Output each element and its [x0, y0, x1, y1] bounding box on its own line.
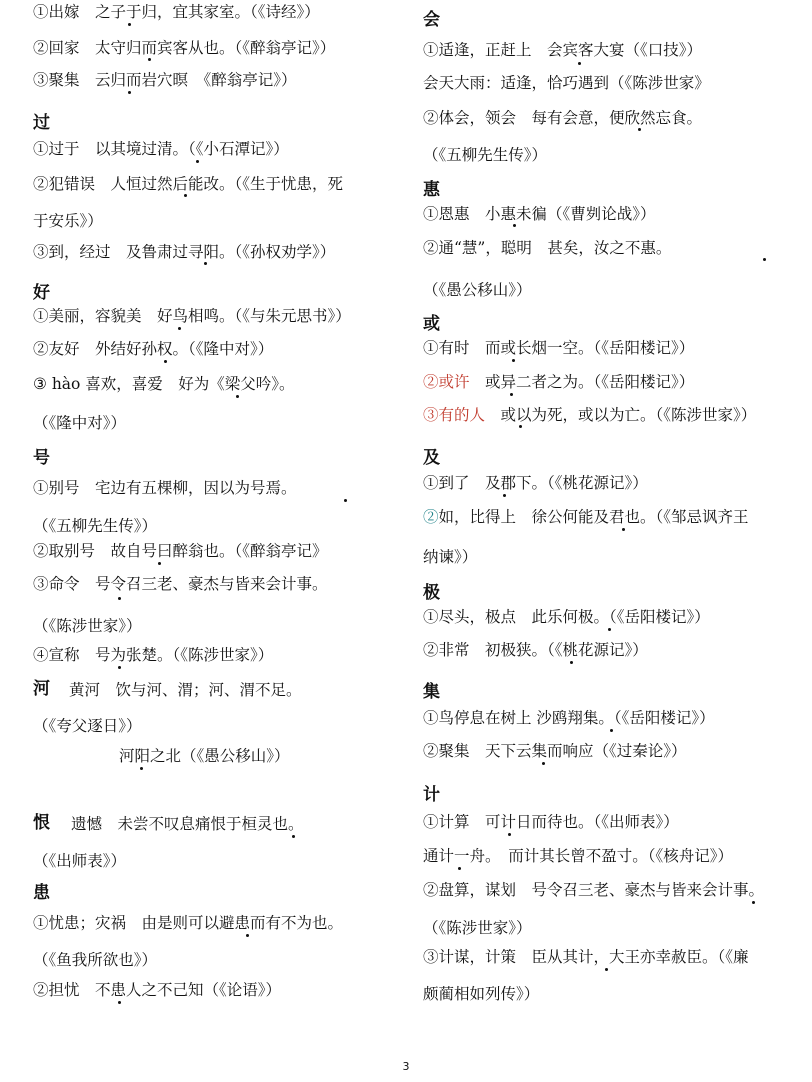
- emphasis-dot: [512, 359, 515, 362]
- entry-line: （《愚公移山》）: [423, 281, 532, 299]
- entry-line: ①鸟停息在树上 沙鸥翔集。（《岳阳楼记》）: [423, 709, 715, 727]
- emphasis-dot: [638, 128, 641, 131]
- entry-line: 河阳之北（《愚公移山》）: [119, 747, 290, 765]
- emphasis-dot: [513, 224, 516, 227]
- entry-line: ②体会，领会 每有会意，便欣然忘食。: [423, 109, 703, 127]
- emphasis-dot: [204, 262, 207, 265]
- entry-line: 颇蔺相如列传》）: [423, 985, 540, 1003]
- entry-line: 纳谏》）: [423, 548, 478, 566]
- entry-line: ①适逢，正赶上 会宾客大宴（《口技》）: [423, 41, 703, 59]
- emphasis-dot: [148, 58, 151, 61]
- emphasis-dot: [196, 160, 199, 163]
- emphasis-dot: [570, 661, 573, 664]
- entry-line: ①出嫁 之子于归，宜其家室。（《诗经》）: [33, 3, 320, 21]
- entry-line: ③ hào 喜欢，喜爱 好为《梁父吟》。: [33, 375, 295, 393]
- emphasis-dot: [128, 91, 131, 94]
- heading-he: 河: [33, 679, 50, 699]
- heading-ji-4: 计: [423, 785, 440, 805]
- entry-line: （《鱼我所欲也》）: [33, 951, 158, 969]
- entry-line: ①有时 而或长烟一空。（《岳阳楼记》）: [423, 339, 695, 357]
- circled-number: ②: [423, 508, 439, 526]
- entry-line: ①过于 以其境过清。（《小石潭记》）: [33, 140, 289, 158]
- entry-line: 遗憾 未尝不叹息痛恨于桓灵也。: [71, 815, 304, 833]
- emphasis-dot: [164, 360, 167, 363]
- emphasis-dot: [508, 833, 511, 836]
- emphasis-dot: [578, 62, 581, 65]
- entry-line: ①美丽，容貌美 好鸟相鸣。（《与朱元思书》）: [33, 307, 351, 325]
- emphasis-dot: [292, 835, 295, 838]
- heading-huan: 患: [33, 883, 50, 903]
- entry-line: ②非常 初极狭。（《桃花源记》）: [423, 641, 648, 659]
- heading-ji-2: 极: [423, 583, 440, 603]
- entry-line: ①别号 宅边有五棵柳，因以为号焉。: [33, 479, 297, 497]
- highlighted-gloss: ②或许: [423, 373, 470, 391]
- entry-line: 通计一舟。 而计其长曾不盈寸。（《核舟记》）: [423, 847, 734, 865]
- entry-line: 于安乐》）: [33, 212, 103, 230]
- entry-line: 黄河 饮与河、渭；河、渭不足。: [69, 681, 302, 699]
- emphasis-dot: [605, 968, 608, 971]
- emphasis-dot: [752, 901, 755, 904]
- example-text: 或以为死，或以为亡。（《陈涉世家》）: [485, 406, 757, 424]
- entry-line: ②通“慧”，聪明 甚矣，汝之不惠。: [423, 239, 672, 257]
- emphasis-dot: [140, 767, 143, 770]
- entry-line: ①尽头，极点 此乐何极。（《岳阳楼记》）: [423, 608, 710, 626]
- heading-hui-2: 惠: [423, 180, 440, 200]
- page-number: 3: [402, 1060, 410, 1073]
- entry-line: （《陈涉世家》）: [33, 617, 142, 635]
- entry-line: （《五柳先生传》）: [423, 146, 548, 164]
- emphasis-dot: [503, 494, 506, 497]
- emphasis-dot: [344, 499, 347, 502]
- entry-line: 会天大雨：适逢，恰巧遇到（《陈涉世家》: [423, 74, 710, 92]
- emphasis-dot: [519, 425, 522, 428]
- entry-line: ②犯错误 人恒过然后能改。（《生于忧患，死: [33, 175, 344, 193]
- emphasis-dot: [458, 867, 461, 870]
- emphasis-dot: [178, 327, 181, 330]
- entry-line: ②担忧 不患人之不己知（《论语》）: [33, 981, 282, 999]
- entry-line: （《隆中对》）: [33, 414, 127, 432]
- entry-line: [423, 507, 749, 527]
- entry-line: （《出师表》）: [33, 852, 127, 870]
- example-text: 或异二者之为。（《岳阳楼记》）: [469, 373, 695, 391]
- emphasis-dot: [763, 258, 766, 261]
- entry-line: ③计谋，计策 臣从其计，大王亦幸赦臣。（《廉: [423, 948, 749, 966]
- highlighted-gloss: ③有的人: [423, 406, 486, 424]
- example-text: 如，比得上 徐公何能及君也。（《邹忌讽齐王: [438, 508, 749, 526]
- entry-line: ②盘算，谋划 号令召三老、豪杰与皆来会计事。: [423, 881, 765, 899]
- entry-line: （《陈涉世家》）: [423, 919, 532, 937]
- emphasis-dot: [622, 528, 625, 531]
- entry-line: ①恩惠 小惠未徧（《曹刿论战》）: [423, 205, 656, 223]
- entry-line: （《夸父逐日》）: [33, 717, 142, 735]
- entry-line: [423, 405, 756, 425]
- emphasis-dot: [158, 562, 161, 565]
- emphasis-dot: [236, 395, 239, 398]
- entry-line: ②回家 太守归而宾客从也。（《醉翁亭记》）: [33, 39, 336, 57]
- entry-line: ③到，经过 及鲁肃过寻阳。（《孙权劝学》）: [33, 243, 336, 261]
- heading-guo: 过: [33, 113, 50, 133]
- entry-line: （《五柳先生传》）: [33, 517, 158, 535]
- emphasis-dot: [510, 393, 513, 396]
- emphasis-dot: [118, 597, 121, 600]
- heading-hen: 恨: [33, 813, 50, 833]
- emphasis-dot: [128, 23, 131, 26]
- emphasis-dot: [246, 934, 249, 937]
- emphasis-dot: [608, 628, 611, 631]
- entry-line: ①计算 可计日而待也。（《出师表》）: [423, 813, 679, 831]
- entry-line: ①忧患；灾祸 由是则可以避患而有不为也。: [33, 914, 344, 932]
- heading-hao: 好: [33, 283, 50, 303]
- heading-hui: 会: [423, 10, 440, 30]
- entry-line: ③命令 号令召三老、豪杰与皆来会计事。: [33, 575, 328, 593]
- emphasis-dot: [118, 1001, 121, 1004]
- emphasis-dot: [610, 729, 613, 732]
- heading-ji-3: 集: [423, 682, 440, 702]
- entry-line: ④宣称 号为张楚。（《陈涉世家》）: [33, 646, 274, 664]
- entry-line: [423, 372, 694, 392]
- emphasis-dot: [184, 194, 187, 197]
- entry-line: ①到了 及郡下。（《桃花源记》）: [423, 474, 648, 492]
- entry-line: ②聚集 天下云集而响应（《过秦论》）: [423, 742, 687, 760]
- entry-line: ③聚集 云归而岩穴暝 《醉翁亭记》）: [33, 71, 297, 89]
- heading-ji: 及: [423, 448, 440, 468]
- heading-huo: 或: [423, 314, 440, 334]
- entry-line: ②取别号 故自号曰醉翁也。（《醉翁亭记》: [33, 542, 328, 560]
- emphasis-dot: [542, 762, 545, 765]
- entry-line: ②友好 外结好孙权。（《隆中对》）: [33, 340, 274, 358]
- emphasis-dot: [118, 666, 121, 669]
- heading-hao-2: 号: [33, 448, 50, 468]
